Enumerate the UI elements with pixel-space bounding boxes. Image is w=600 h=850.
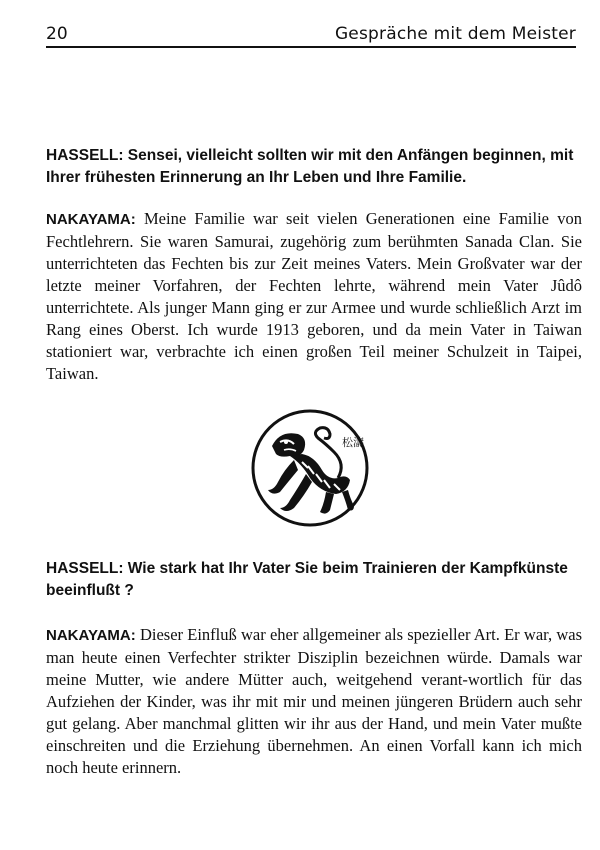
answer-paragraph	[46, 208, 582, 385]
shotokan-tiger-icon	[250, 408, 370, 528]
question-paragraph	[46, 558, 582, 602]
emblem-calligraphy: 松濤	[342, 436, 364, 449]
running-title: Gespräche mit dem Meister	[334, 24, 576, 44]
speaker-label: NAKAYAMA:	[46, 627, 136, 644]
speaker-label: NAKAYAMA:	[46, 211, 136, 228]
answer-text: Dieser Einfluß war eher allgemeiner als spezieller Art. Er war, was man heute einen Verfechter strikter Disziplin bezeichnen würde. Damals war meine Mutter, wie andere Mütter auch, weitgehend verant-wortlich für das Aufziehen der Kinder, was ihr mit mir und meinen jüngeren Brüdern auch sehr gut gelang. Aber manchmal glitten wir ihr aus der Hand, und mein Vater mußte einschreiten und die Erziehung übernehmen. An einen Vorfall kann ich mich noch heute erinnern.	[46, 625, 582, 777]
page-number: 20	[46, 24, 68, 44]
answer-text: Meine Familie war seit vielen Generationen eine Familie von Fechtlehrern. Sie waren Samurai, zugehörig zum berühmten Sanada Clan. Sie unterrichteten das Fechten bis zur Zeit meines Vaters. Mein Großvater war der letzte meiner Vorfahren, der Fechten lehrte, während mein Vater Jûdô unterrichtete. Als junger Mann ging er zur Armee und wurde schließlich Arzt im Rang eines Oberst. Ich wurde 1913 geboren, und da mein Vater in Taiwan stationiert war, verbrachte ich einen großen Teil meiner Schulzeit in Taipei, Taiwan.	[46, 209, 582, 383]
speaker-label: HASSELL:	[46, 560, 124, 577]
answer-paragraph	[46, 624, 582, 779]
question-text: Wie stark hat Ihr Vater Sie beim Trainieren der Kampfkünste beeinflußt ?	[46, 560, 568, 599]
speaker-label: HASSELL:	[46, 147, 124, 164]
page-header	[46, 18, 576, 48]
question-paragraph	[46, 145, 582, 189]
question-text: Sensei, vielleicht sollten wir mit den Anfängen beginnen, mit Ihrer frühesten Erinnerung an Ihr Leben und Ihre Familie.	[46, 147, 574, 186]
